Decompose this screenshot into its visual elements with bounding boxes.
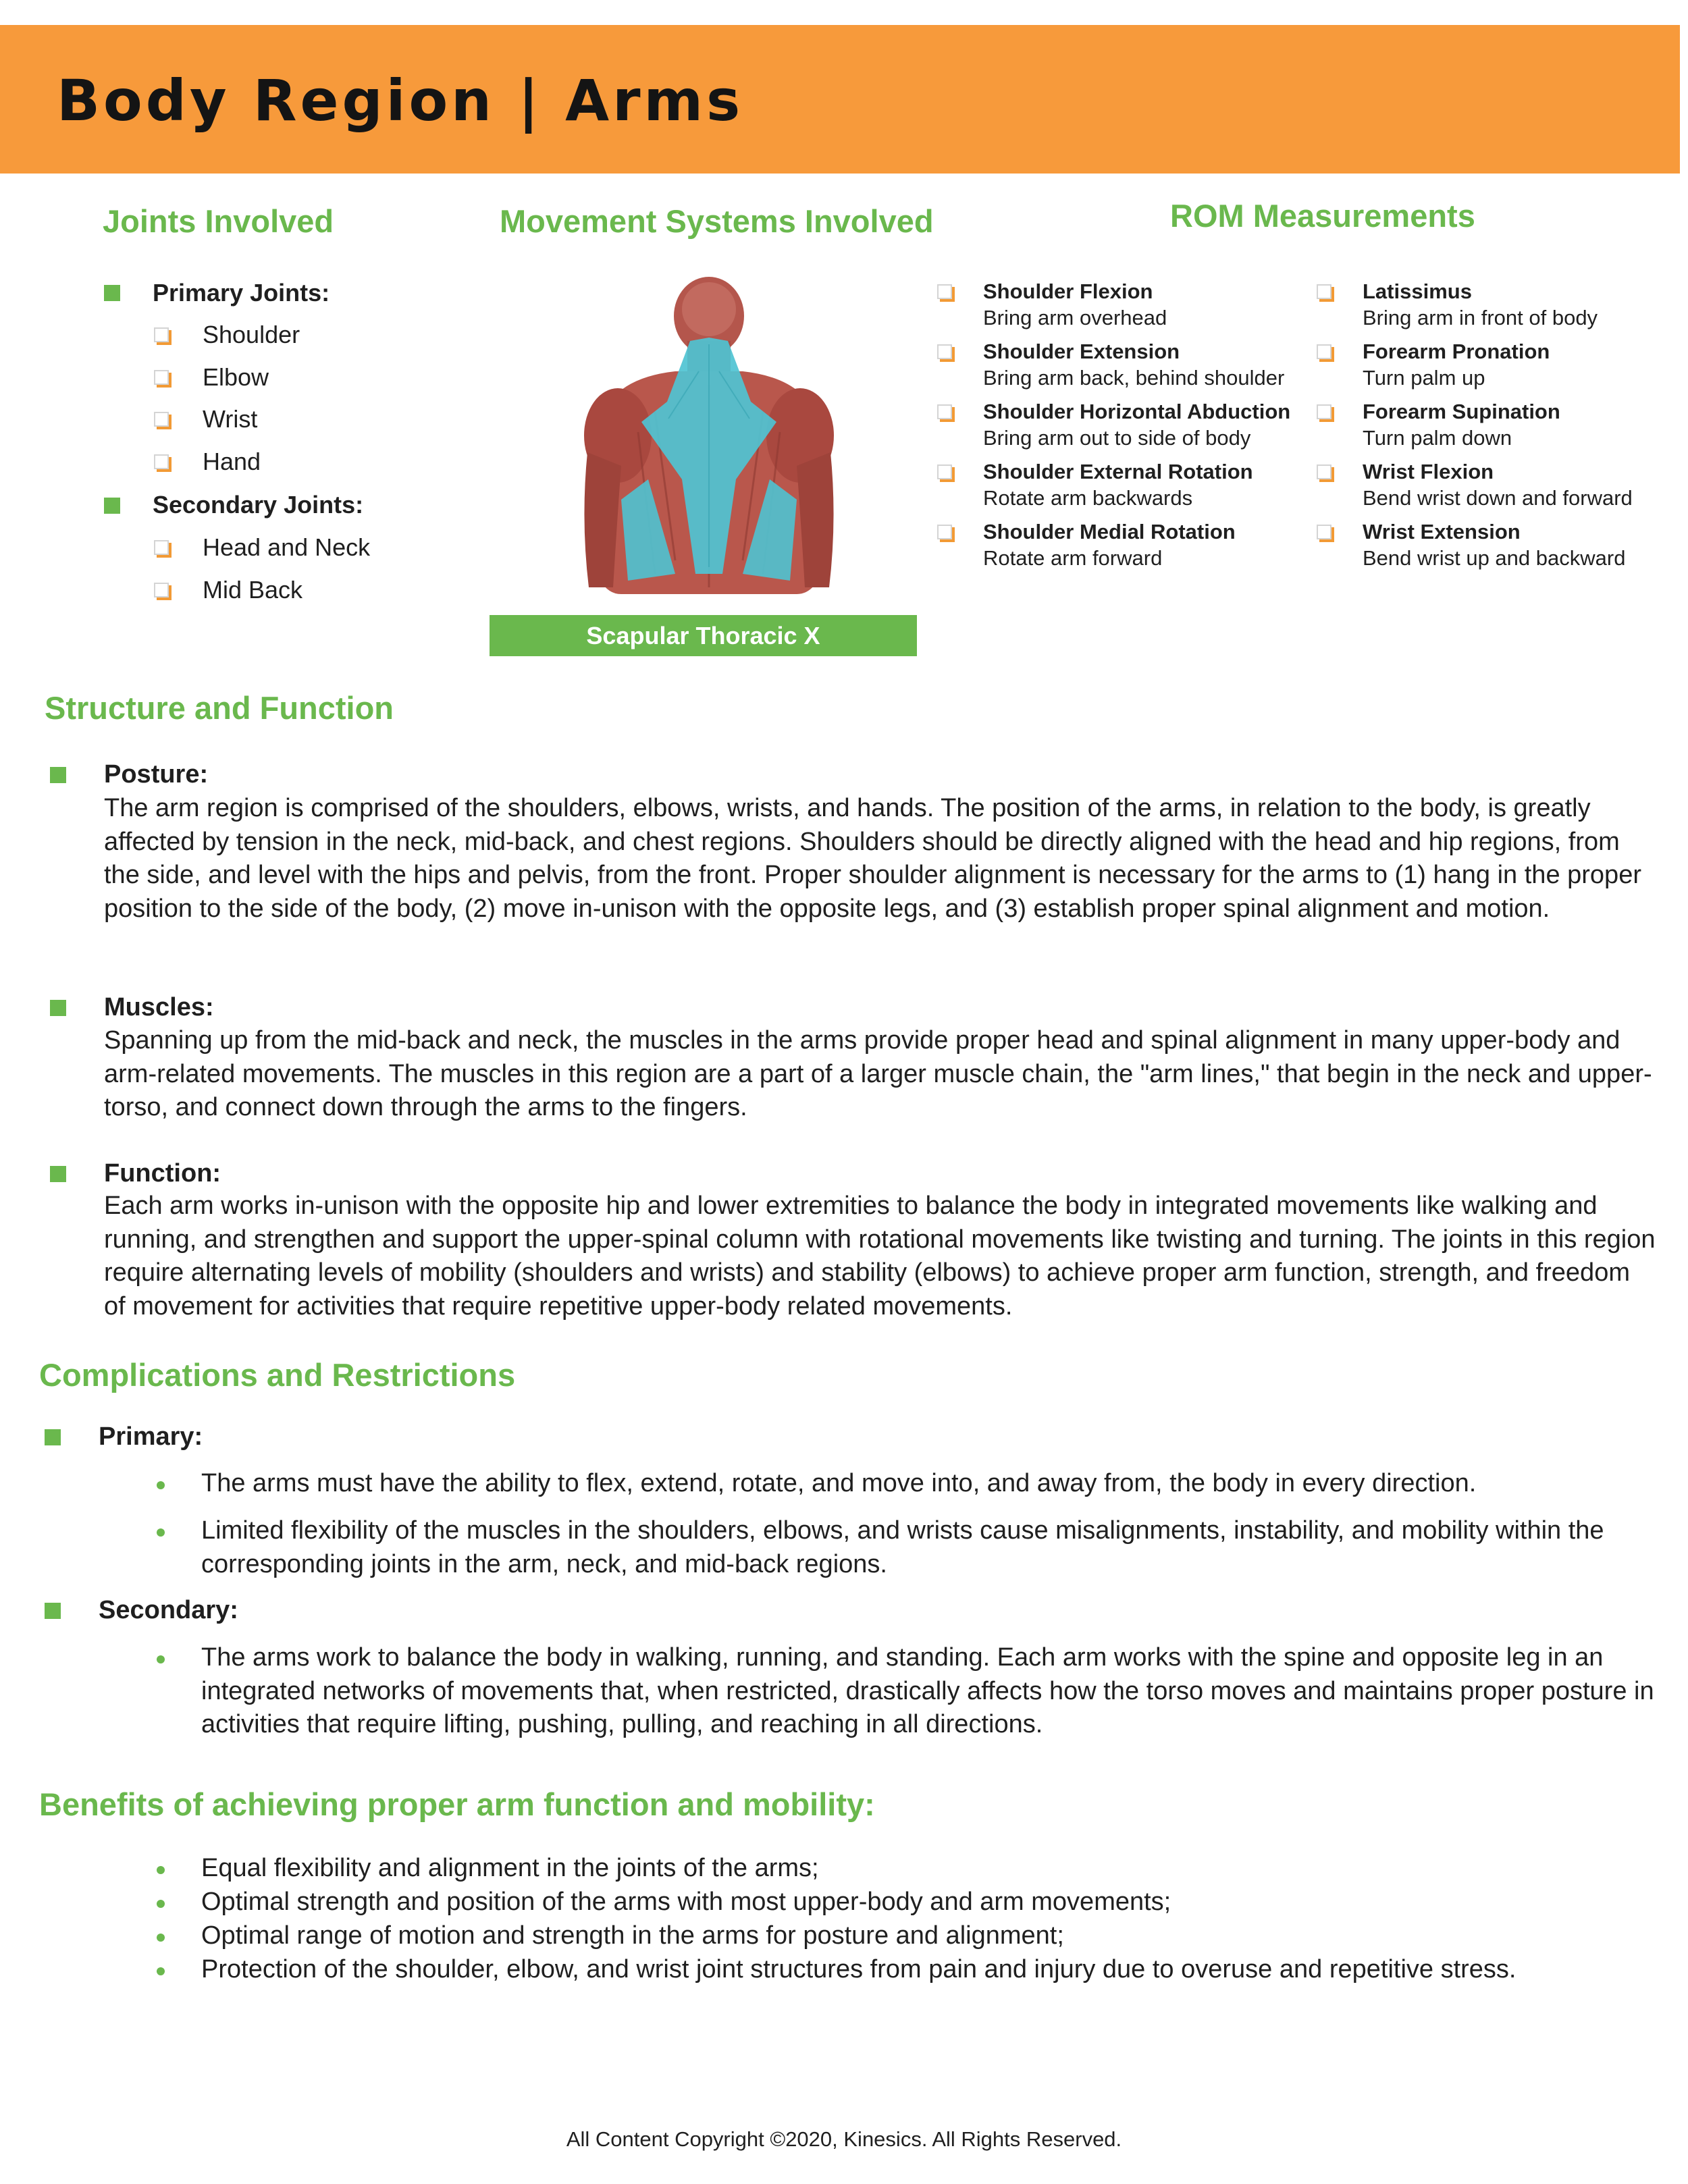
checkbox-bullet-icon — [154, 412, 169, 427]
joint-item: Wrist — [203, 405, 258, 433]
posture-text: The arm region is comprised of the shoulders, elbows, wrists, and hands. The position of the arms, in relation to the body, is greatly affected by tension in the neck, mid-back, and chest regions. Shoulders should be directly aligned with the head and hip regions, from the side, and level with the hips and pelvis, from the front. Proper shoulder alignment is necessary for the arms to (1) hang in the proper position to the side of the body, (2) move in-unison with the opposite legs, and (3) establish proper spinal alignment and motion. — [104, 794, 1641, 923]
checkbox-bullet-icon — [937, 344, 952, 359]
structure-heading: Structure and Function — [45, 690, 394, 726]
round-bullet-icon — [157, 1967, 165, 1975]
square-bullet-icon — [104, 498, 120, 514]
rom-item-title: Shoulder Medial Rotation — [983, 520, 1236, 543]
square-bullet-icon — [50, 1166, 66, 1182]
rom-item-title: Wrist Flexion — [1363, 460, 1494, 483]
benefits-heading: Benefits of achieving proper arm function and mobility: — [39, 1786, 875, 1822]
primary-label: Primary: — [99, 1422, 203, 1451]
rom-item-desc: Bend wrist down and forward — [1363, 486, 1633, 510]
rom-item-desc: Bring arm in front of body — [1363, 306, 1598, 329]
joint-item: Mid Back — [203, 576, 303, 604]
function-text: Each arm works in-unison with the opposite hip and lower extremities to balance the body in integrated movements like walking and running, and strengthen and support the upper-spinal column with rotational movements like twisting and turning. The joints in this region require alternating levels of mobility (shoulders and wrists) and stability (elbows) to achieve proper arm function, strength, and freedom of movement for activities that require repetitive upper-body related movements. — [104, 1192, 1656, 1321]
square-bullet-icon — [50, 1000, 66, 1016]
checkbox-bullet-icon — [937, 284, 952, 299]
movement-heading: Movement Systems Involved — [500, 203, 934, 239]
checkbox-bullet-icon — [154, 327, 169, 342]
checkbox-bullet-icon — [1317, 344, 1331, 359]
footer-copyright: All Content Copyright ©2020, Kinesics. All Rights Reserved. — [566, 2127, 1122, 2151]
checkbox-bullet-icon — [937, 464, 952, 479]
joint-item: Hand — [203, 448, 261, 475]
joint-item: Shoulder — [203, 321, 300, 348]
function-label: Function: — [104, 1159, 221, 1188]
rom-item-title: Shoulder Extension — [983, 340, 1180, 363]
muscles-text: Spanning up from the mid-back and neck, the muscles in the arms provide proper head and spinal alignment in many upper-body and arm-related movements. The muscles in this region are a part of a larger muscle chain, the "arm lines," that begin in the neck and upper-torso, and connect down through the arms to the fingers. — [104, 1026, 1652, 1121]
rom-item-desc: Turn palm up — [1363, 366, 1485, 390]
square-bullet-icon — [45, 1603, 61, 1619]
joint-item: Elbow — [203, 363, 269, 391]
checkbox-bullet-icon — [937, 525, 952, 539]
benefit-item: Optimal range of motion and strength in the arms for posture and alignment; — [201, 1921, 1064, 1950]
rom-item-title: Wrist Extension — [1363, 520, 1521, 543]
round-bullet-icon — [157, 1866, 165, 1874]
square-bullet-icon — [45, 1429, 61, 1445]
checkbox-bullet-icon — [154, 540, 169, 555]
rom-item-desc: Bring arm overhead — [983, 306, 1167, 329]
checkbox-bullet-icon — [154, 583, 169, 597]
rom-item-desc: Bring arm out to side of body — [983, 426, 1251, 450]
rom-item-desc: Bring arm back, behind shoulder — [983, 366, 1285, 390]
posture-label: Posture: — [104, 760, 209, 789]
checkbox-bullet-icon — [1317, 464, 1331, 479]
joint-item: Head and Neck — [203, 533, 371, 561]
movement-system-label: Scapular Thoracic X — [490, 615, 917, 656]
complication-bullet: Limited flexibility of the muscles in the shoulders, elbows, and wrists cause misalignments, instability, and mobility within the corresponding joints in the arm, neck, and mid-back regions. — [201, 1516, 1604, 1578]
rom-heading: ROM Measurements — [1170, 198, 1475, 234]
rom-item-title: Forearm Pronation — [1363, 340, 1550, 363]
secondary-joints-label: Secondary Joints: — [153, 491, 364, 518]
square-bullet-icon — [104, 285, 120, 301]
page-title: Body Region | Arms — [57, 68, 744, 134]
rom-item-title: Latissimus — [1363, 279, 1472, 303]
complication-bullet: The arms must have the ability to flex, extend, rotate, and move into, and away from, the body in every direction. — [201, 1469, 1477, 1497]
rom-item-desc: Turn palm down — [1363, 426, 1512, 450]
rom-item-desc: Bend wrist up and backward — [1363, 546, 1626, 570]
round-bullet-icon — [157, 1481, 165, 1489]
checkbox-bullet-icon — [1317, 525, 1331, 539]
rom-item-title: Shoulder Horizontal Abduction — [983, 400, 1291, 423]
rom-item-title: Forearm Supination — [1363, 400, 1560, 423]
checkbox-bullet-icon — [154, 454, 169, 469]
muscles-label: Muscles: — [104, 993, 214, 1021]
round-bullet-icon — [157, 1528, 165, 1537]
rom-item-desc: Rotate arm forward — [983, 546, 1163, 570]
checkbox-bullet-icon — [1317, 404, 1331, 419]
complications-heading: Complications and Restrictions — [39, 1357, 516, 1393]
benefit-item: Protection of the shoulder, elbow, and wrist joint structures from pain and injury due to overuse and repetitive stress. — [201, 1955, 1516, 1983]
rom-item-title: Shoulder External Rotation — [983, 460, 1253, 483]
primary-joints-label: Primary Joints: — [153, 279, 330, 307]
rom-item-title: Shoulder Flexion — [983, 279, 1153, 303]
round-bullet-icon — [157, 1934, 165, 1942]
benefit-item: Equal flexibility and alignment in the joints of the arms; — [201, 1854, 819, 1882]
benefit-item: Optimal strength and position of the arms with most upper-body and arm movements; — [201, 1888, 1171, 1916]
round-bullet-icon — [157, 1655, 165, 1663]
secondary-label: Secondary: — [99, 1596, 238, 1624]
round-bullet-icon — [157, 1900, 165, 1908]
complication-bullet: The arms work to balance the body in walking, running, and standing. Each arm works with the spine and opposite leg in an integrated networks of movements that, when restricted, drastically affects how the torso moves and maintains proper posture in activities that require lifting, pushing, pulling, and reaching in all directions. — [201, 1643, 1654, 1738]
checkbox-bullet-icon — [937, 404, 952, 419]
checkbox-bullet-icon — [154, 370, 169, 385]
back-muscles-anatomy-illustration — [574, 277, 844, 594]
joints-heading: Joints Involved — [103, 203, 334, 239]
checkbox-bullet-icon — [1317, 284, 1331, 299]
square-bullet-icon — [50, 767, 66, 783]
rom-item-desc: Rotate arm backwards — [983, 486, 1193, 510]
